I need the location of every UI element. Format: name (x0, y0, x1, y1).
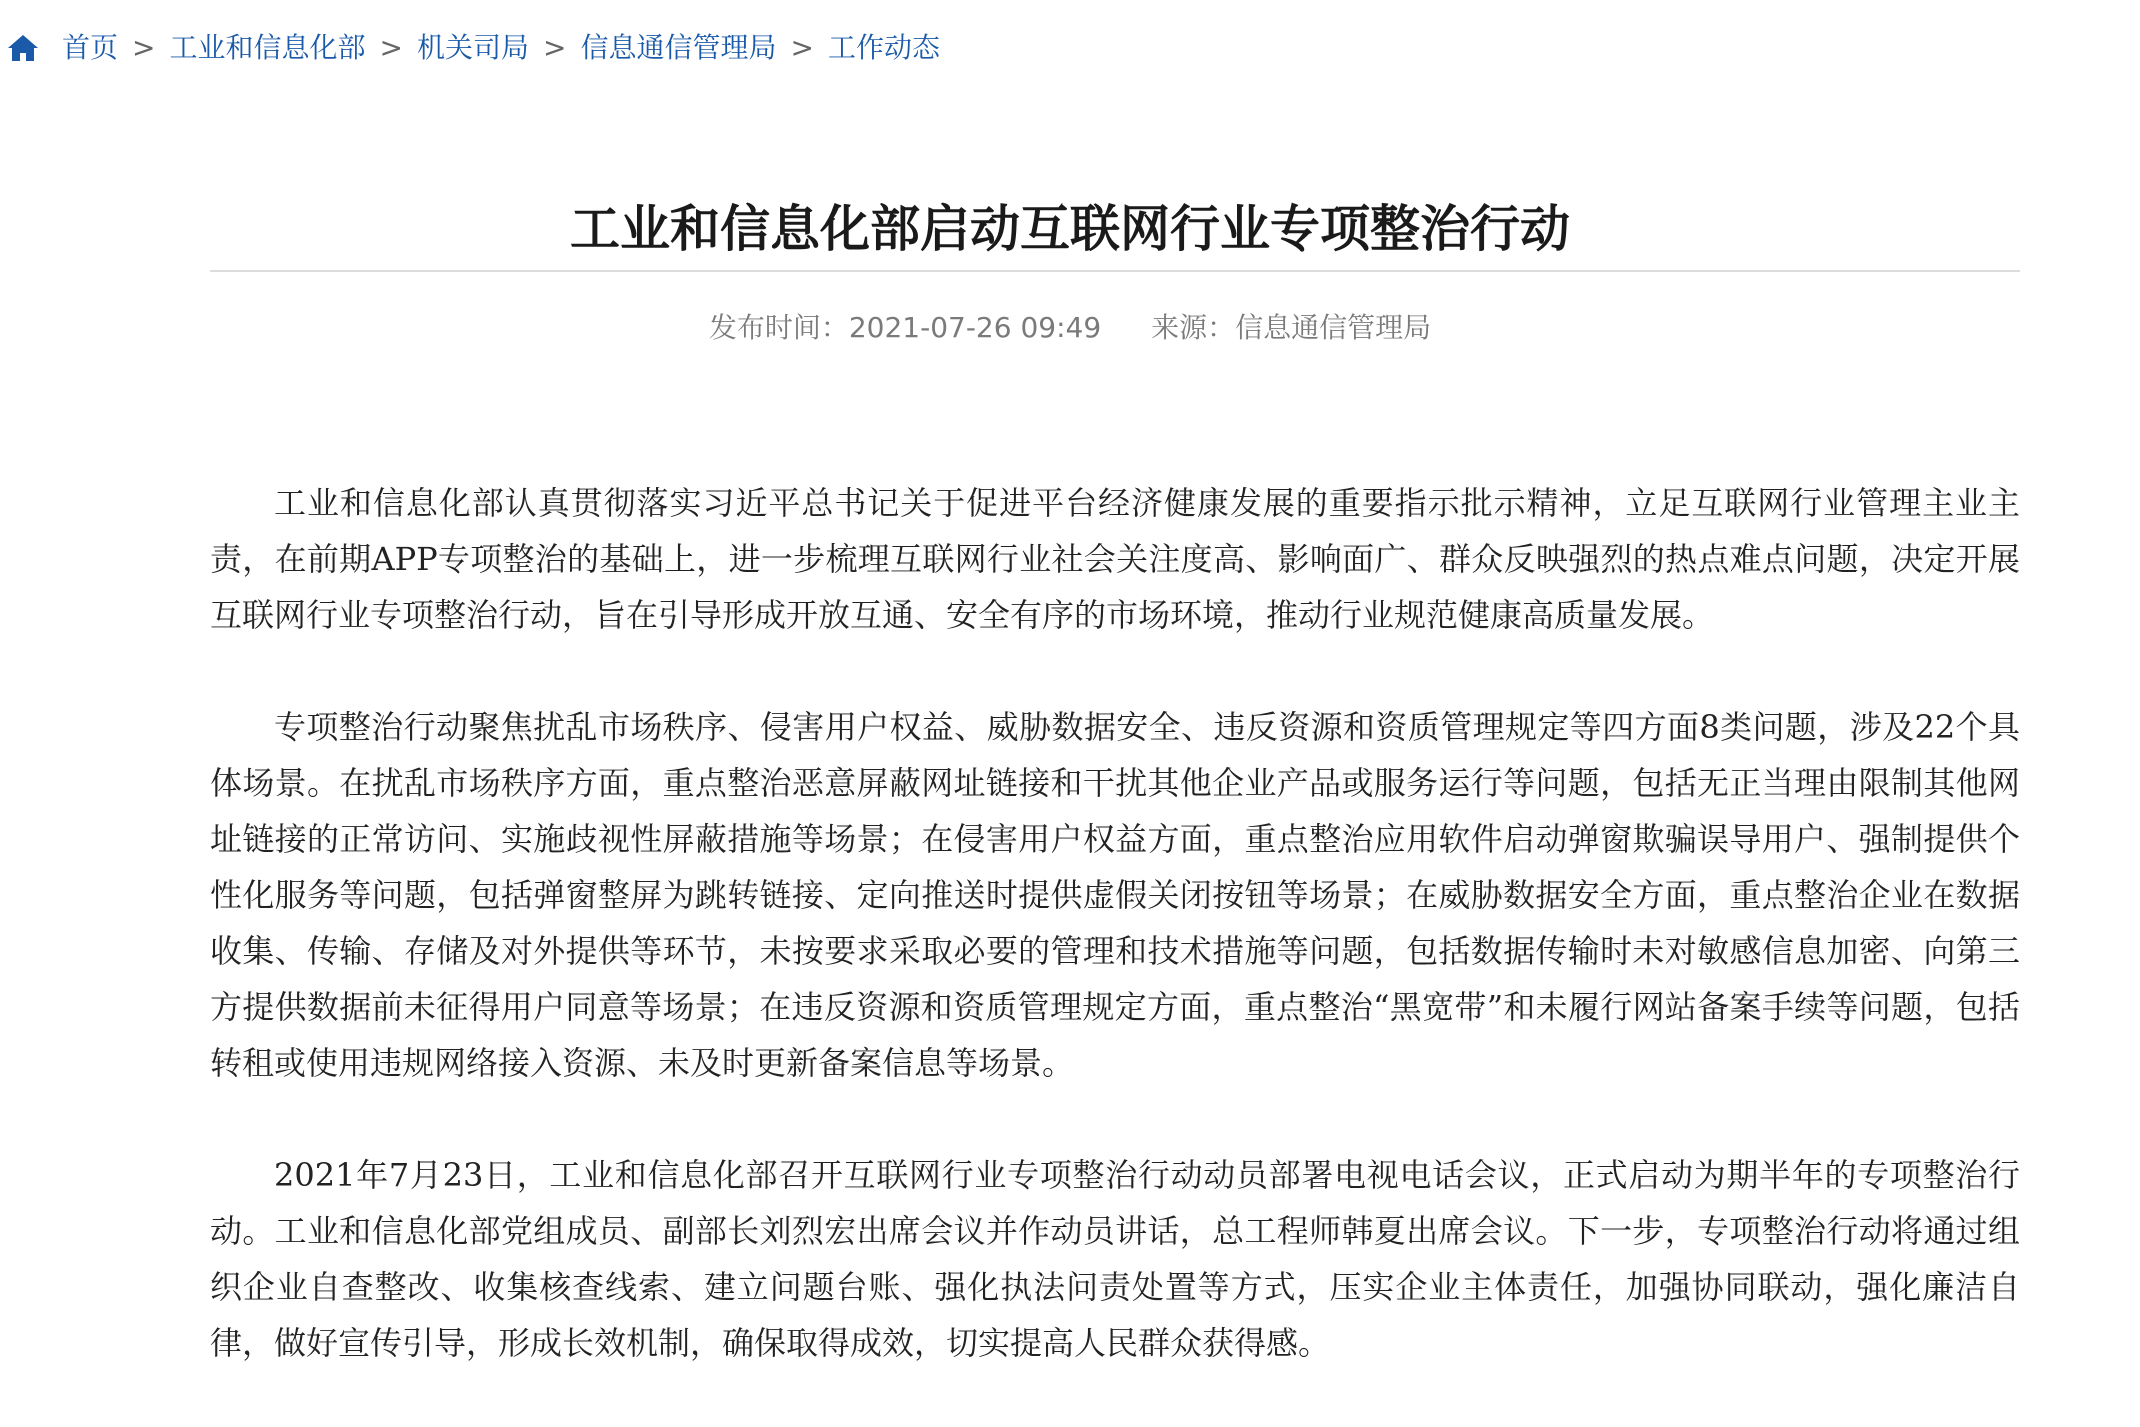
breadcrumb-separator: > (132, 31, 156, 64)
breadcrumb-separator: > (790, 31, 814, 64)
article-meta (0, 308, 2140, 348)
publish-time: 发布时间：2021-07-26 09:49 (708, 311, 1102, 344)
breadcrumb-separator: > (379, 31, 403, 64)
article-paragraph-1: 工业和信息化部认真贯彻落实习近平总书记关于促进平台经济健康发展的重要指示批示精神，立足互联网行业管理主业主责，在前期APP专项整治的基础上，进一步梳理互联网行业社会关注度高、影响面广、群众反映强烈的热点难点问题，决定开展互联网行业专项整治行动，旨在引导形成开放互通、安全有序的市场环境，推动行业规范健康高质量发展。 (210, 484, 2020, 634)
breadcrumb (6, 26, 940, 70)
article-title: 工业和信息化部启动互联网行业专项整治行动 (570, 199, 1570, 258)
breadcrumb-link-departments[interactable]: 机关司局 (416, 31, 529, 64)
breadcrumb-link-info-comm-bureau[interactable]: 信息通信管理局 (580, 31, 777, 64)
article-source: 来源：信息通信管理局 (1151, 311, 1432, 344)
article-paragraph-2: 专项整治行动聚焦扰乱市场秩序、侵害用户权益、威胁数据安全、违反资源和资质管理规定等四方面8类问题，涉及22个具体场景。在扰乱市场秩序方面，重点整治恶意屏蔽网址链接和干扰其他企业产品或服务运行等问题，包括无正当理由限制其他网址链接的正常访问、实施歧视性屏蔽措施等场景；在侵害用户权益方面，重点整治应用软件启动弹窗欺骗误导用户、强制提供个性化服务等问题，包括弹窗整屏为跳转链接、定向推送时提供虚假关闭按钮等场景；在威胁数据安全方面，重点整治企业在数据收集、传输、存储及对外提供等环节，未按要求采取必要的管理和技术措施等问题，包括数据传输时未对敏感信息加密、向第三方提供数据前未征得用户同意等场景；在违反资源和资质管理规定方面，重点整治“黑宽带”和未履行网站备案手续等问题，包括转租或使用违规网络接入资源、未及时更新备案信息等场景。 (210, 708, 2020, 1082)
title-divider (210, 270, 2020, 272)
breadcrumb-link-work-news[interactable]: 工作动态 (827, 31, 940, 64)
breadcrumb-separator: > (542, 31, 567, 64)
breadcrumb-link-home[interactable]: 首页 (62, 31, 119, 64)
article-body (210, 475, 2020, 1427)
article-paragraph-3: 2021年7月23日，工业和信息化部召开互联网行业专项整治行动动员部署电视电话会议，正式启动为期半年的专项整治行动。工业和信息化部党组成员、副部长刘烈宏出席会议并作动员讲话，总工程师韩夏出席会议。下一步，专项整治行动将通过组织企业自查整改、收集核查线索、建立问题台账、强化执法问责处置等方式，压实企业主体责任，加强协同联动，强化廉洁自律，做好宣传引导，形成长效机制，确保取得成效，切实提高人民群众获得感。 (210, 1156, 2020, 1362)
breadcrumb-link-miit[interactable]: 工业和信息化部 (169, 31, 366, 64)
home-icon[interactable] (6, 32, 42, 64)
